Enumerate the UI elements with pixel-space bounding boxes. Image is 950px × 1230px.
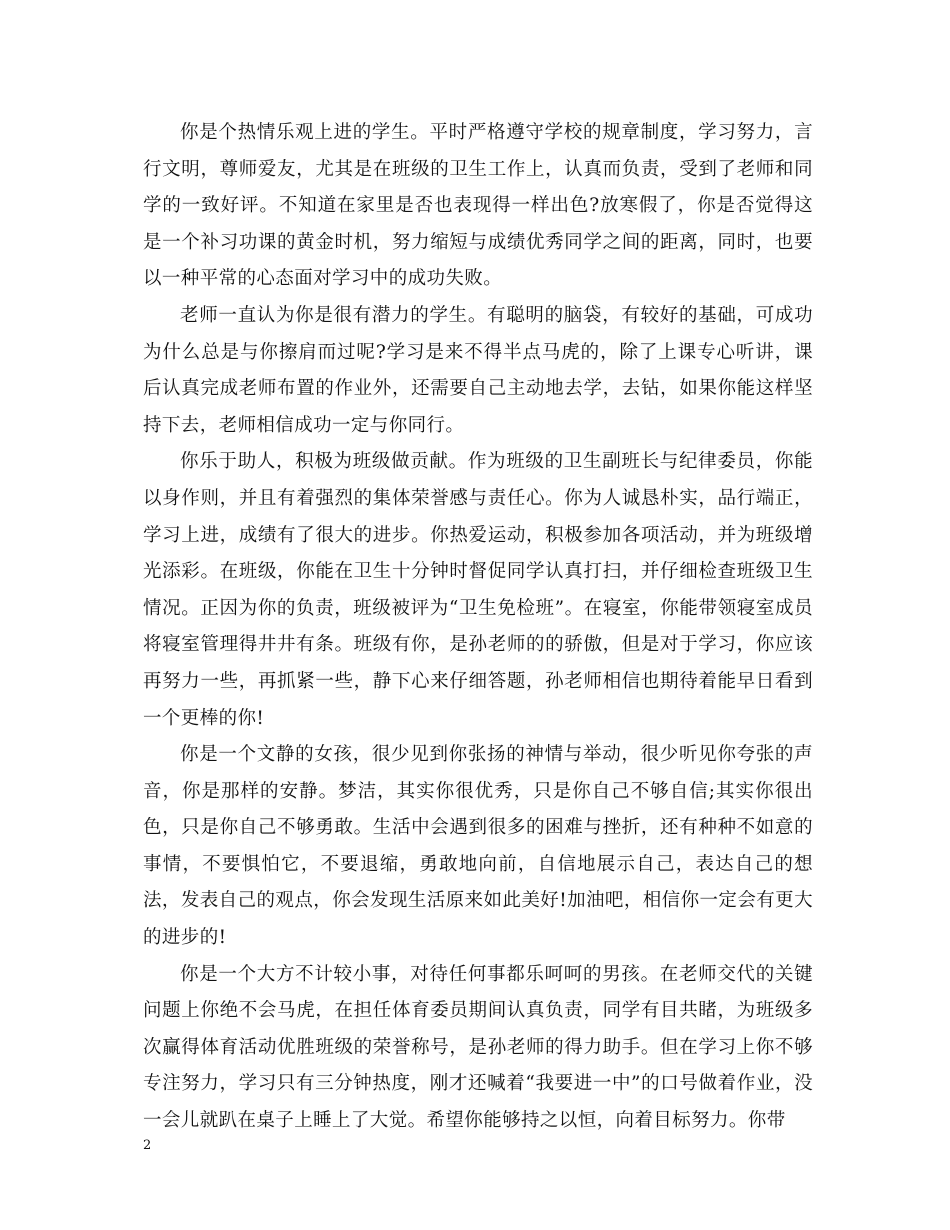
page-number: 2 [143, 1138, 152, 1153]
paragraph-1: 你是个热情乐观上进的学生。平时严格遵守学校的规章制度，学习努力，言行文明，尊师爱友，尤其是在班级的卫生工作上，认真而负责，受到了老师和同学的一致好评。不知道在家里是否也表现得一样出色?放寒假了，你是否觉得这是一个补习功课的黄金时机，努力缩短与成绩优秀同学之间的距离，同时，也要以一种平常的心态面对学习中的成功失败。 [143, 122, 813, 290]
paragraph-2: 老师一直认为你是很有潜力的学生。有聪明的脑袋，有较好的基础，可成功为什么总是与你擦肩而过呢?学习是来不得半点马虎的，除了上课专心听讲，课后认真完成老师布置的作业外，还需要自己主动地去学，去钻，如果你能这样坚持下去，老师相信成功一定与你同行。 [143, 304, 813, 436]
paragraph-3: 你乐于助人，积极为班级做贡献。作为班级的卫生副班长与纪律委员，你能以身作则，并且有着强烈的集体荣誉感与责任心。你为人诚恳朴实，品行端正，学习上进，成绩有了很大的进步。你热爱运动，积极参加各项活动，并为班级增光添彩。在班级，你能在卫生十分钟时督促同学认真打扫，并仔细检查班级卫生情况。正因为你的负责，班级被评为“卫生免检班”。在寝室，你能带领寝室成员将寝室管理得井井有条。班级有你，是孙老师的的骄傲，但是对于学习，你应该再努力一些，再抓紧一些，静下心来仔细答题，孙老师相信也期待着能早日看到一个更棒的你! [143, 451, 813, 729]
body-text [143, 115, 813, 1140]
paragraph-5: 你是一个大方不计较小事，对待任何事都乐呵呵的男孩。在老师交代的关键问题上你绝不会马虎，在担任体育委员期间认真负责，同学有目共睹，为班级多次赢得体育活动优胜班级的荣誉称号，是孙老师的得力助手。但在学习上你不够专注努力，学习只有三分钟热度，刚才还喊着“我要进一中”的口号做着作业，没一会儿就趴在桌子上睡上了大觉。希望你能够持之以恒，向着目标努力。你带 [143, 963, 813, 1132]
paragraph-4: 你是一个文静的女孩，很少见到你张扬的神情与举动，很少听见你夸张的声音，你是那样的安静。梦洁，其实你很优秀，只是你自己不够自信;其实你很出色，只是你自己不够勇敢。生活中会遇到很多的困难与挫折，还有种种不如意的事情，不要惧怕它，不要退缩，勇敢地向前，自信地展示自己，表达自己的想法，发表自己的观点，你会发现生活原来如此美好!加油吧，相信你一定会有更大的进步的! [143, 744, 813, 949]
